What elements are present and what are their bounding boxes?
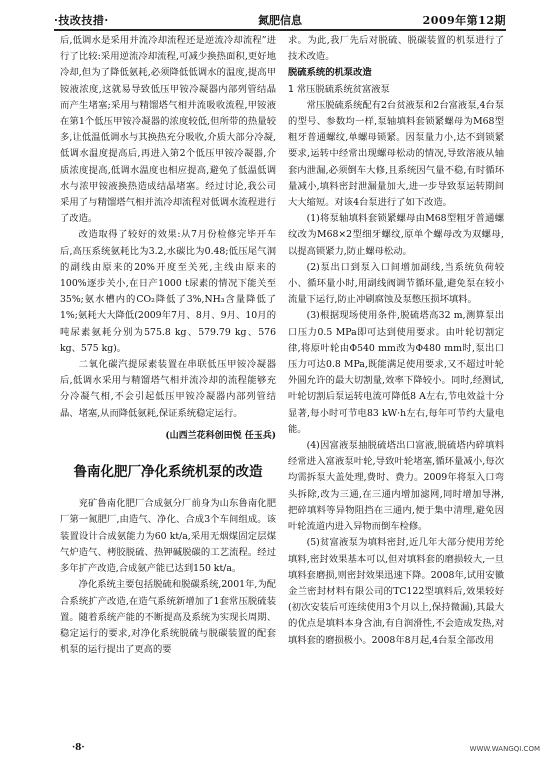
paragraph: 后,低调水是采用并流冷却流程还是逆流冷却流程”进行了比较:采用逆流冷却流程,可减少换热面积,更好地冷却,但为了降低氨耗,必须降低低调水的温度,提高甲铵液浓度,这就易导致低压甲铵冷凝器内部列管结晶而产生堵塞;采用与精馏塔气相并流吸收流程,甲铵液在第1个低压甲铵冷凝器的浓度较低,但所带的热量较多,让低温低调水与其换热充分吸收,介质大部分冷凝,低调水温度提高后,再进入第2个低压甲铵冷凝器,介质浓度提高,低调水温度也相应提高,避免了低温低调水与浓甲铵液换热造成结晶堵塞。经过讨论,我公司采用了与精馏塔气相并流冷却流程对低调水流程进行了改造。 <box>60 35 276 225</box>
section-heading: 脱硫系统的机泵改造 <box>288 67 372 79</box>
paragraph: (1)将泵轴填料套锁紧螺母由M68型粗牙普通螺纹改为M68×2型细牙螺纹,原单个螺母改为双螺母,以提高锁紧力,防止螺母松动。 <box>288 213 504 257</box>
watermark: WWW.WANGQI.COM <box>469 745 540 753</box>
page-header <box>54 11 506 31</box>
page-number: ·8· <box>72 743 85 753</box>
paragraph: 兖矿鲁南化肥厂合成氨分厂前身为山东鲁南化肥厂第一氮肥厂,由造气、净化、合成3个车间组成。该装置设计合成氨能力为60 kt/a,采用无烟煤固定层煤气炉造气、栲胶脱硫、热钾碱脱碳的工艺流程。经过多年扩产改造,合成氨产能已达到150 kt/a。 <box>60 498 276 575</box>
paragraph: 二氧化碳汽提尿素装置在串联低压甲铵冷凝器后,低调水采用与精馏塔气相并流冷却的流程能够充分冷凝气相,不会引起低压甲铵冷凝器内部列管结晶、堵塞,从而降低氨耗,保证系统稳定运行。 <box>60 359 276 419</box>
issue-info: 2009年第12期 <box>422 14 506 27</box>
paragraph: (5)贫富液泵为填料密封,近几年大部分使用芳纶填料,密封效果基本可以,但对填料套的磨损较大,一旦填料套磨损,则密封效果迅速下降。2008年,试用安徽金兰密封材料有限公司的TC122型填料后,效果较好(初次安装后可连续使用3个月以上,保持微漏),其最大的优点是填料本身含油,有自润滑性,不会造成发热,对填料套的磨损极小。2008年8月起,4台泵全部改用 <box>288 537 504 646</box>
left-column <box>60 33 276 658</box>
paragraph: (4)因富液泵抽脱硫塔出口富液,脱硫塔内碎填料经常进入富液泵叶轮,导致叶轮堵塞,循环量减小,每次均需拆泵大盖处理,费时、费力。2009年将泵入口弯头拆除,改为三通,在三通内增加滤网,同时增加导淋,把碎填料等异物阻挡在三通内,便于集中清理,避免因叶轮流道内进入异物而倒车检修。 <box>288 440 504 533</box>
subsection-heading: 1 常压脱硫系统贫富液泵 <box>288 83 390 95</box>
paragraph: 改造取得了较好的效果:从7月份检修完毕开车后,高压系统氨耗比为3.2,水碳比为0.48;低压尾气洞的副线由原来的20%开度至关死,主线由原来的100%逐步关小,在日产1000 t尿素的情况下能关至35%;氨水槽内的CO₂降低了3%,NH₃含量降低了1%;氨耗大大降低(2009年7月、8月、9月、10月的吨尿素氨耗分别为575.8 kg、579.79 kg、576 kg、575 kg)。 <box>60 229 276 354</box>
author-signature: (山西兰花科创田悦 任玉兵) <box>165 430 276 441</box>
paragraph: 常压脱硫系统配有2台贫液泵和2台富液泵,4台泵的型号、参数均一样,泵轴填料套锁紧螺母为M68型粗牙普通螺纹,单螺母锁紧。因泵量力小,达不到锁紧要求,运转中经常出现螺母松动的情况,导致溶液从轴套内泄漏,必须倒车大修,且系统因气量不稳,有时循环量减小,填料密封泄漏量加大,进一步导致泵运转期间大大缩短。对该4台泵进行了如下改造。 <box>288 99 504 209</box>
page-footer <box>0 739 560 753</box>
article-title: 鲁南化肥厂净化系统机泵的改造 <box>73 464 263 481</box>
paragraph: (3)根据现场使用条件,脱硫塔高32 m,测算泵出口压力0.5 MPa即可达到使用要求。由叶轮切割定律,将原叶轮由Φ540 mm改为Φ480 mm时,泵出口压力可达0.8 MPa,既能满足使用要求,又不超过叶轮外圆允许的最大切割量,效率下降较小。同时,经测试,叶轮切割后泵运转电流可降低8 A左右,节电效益十分显著,每小时可节电83 kW·h左右,每年可节约大量电能。 <box>288 310 504 435</box>
paragraph: 求。为此,我厂先后对脱硫、脱碳装置的机泵进行了技术改造。 <box>288 35 504 63</box>
paragraph: (2)泵出口到泵入口间增加副线,当系统负荷较小、循环量小时,用副线阀调节循环量,避免泵在较小流量下运行,防止冲刷腐蚀及泵憋压损坏填料。 <box>288 261 504 306</box>
journal-name: 氮肥信息 <box>258 14 302 27</box>
section-tag: ·技改技措· <box>54 14 109 27</box>
right-column <box>288 33 504 649</box>
paragraph: 净化系统主要包括脱硫和脱碳系统,2001年,为配合系统扩产改造,在造气系统新增加了1套常压脱硫装置。随着系统产能的不断提高及系统为实现长周期、稳定运行的要求,对净化系统脱硫与脱碳装置的配套机泵的运行提出了更高的要 <box>60 579 276 656</box>
